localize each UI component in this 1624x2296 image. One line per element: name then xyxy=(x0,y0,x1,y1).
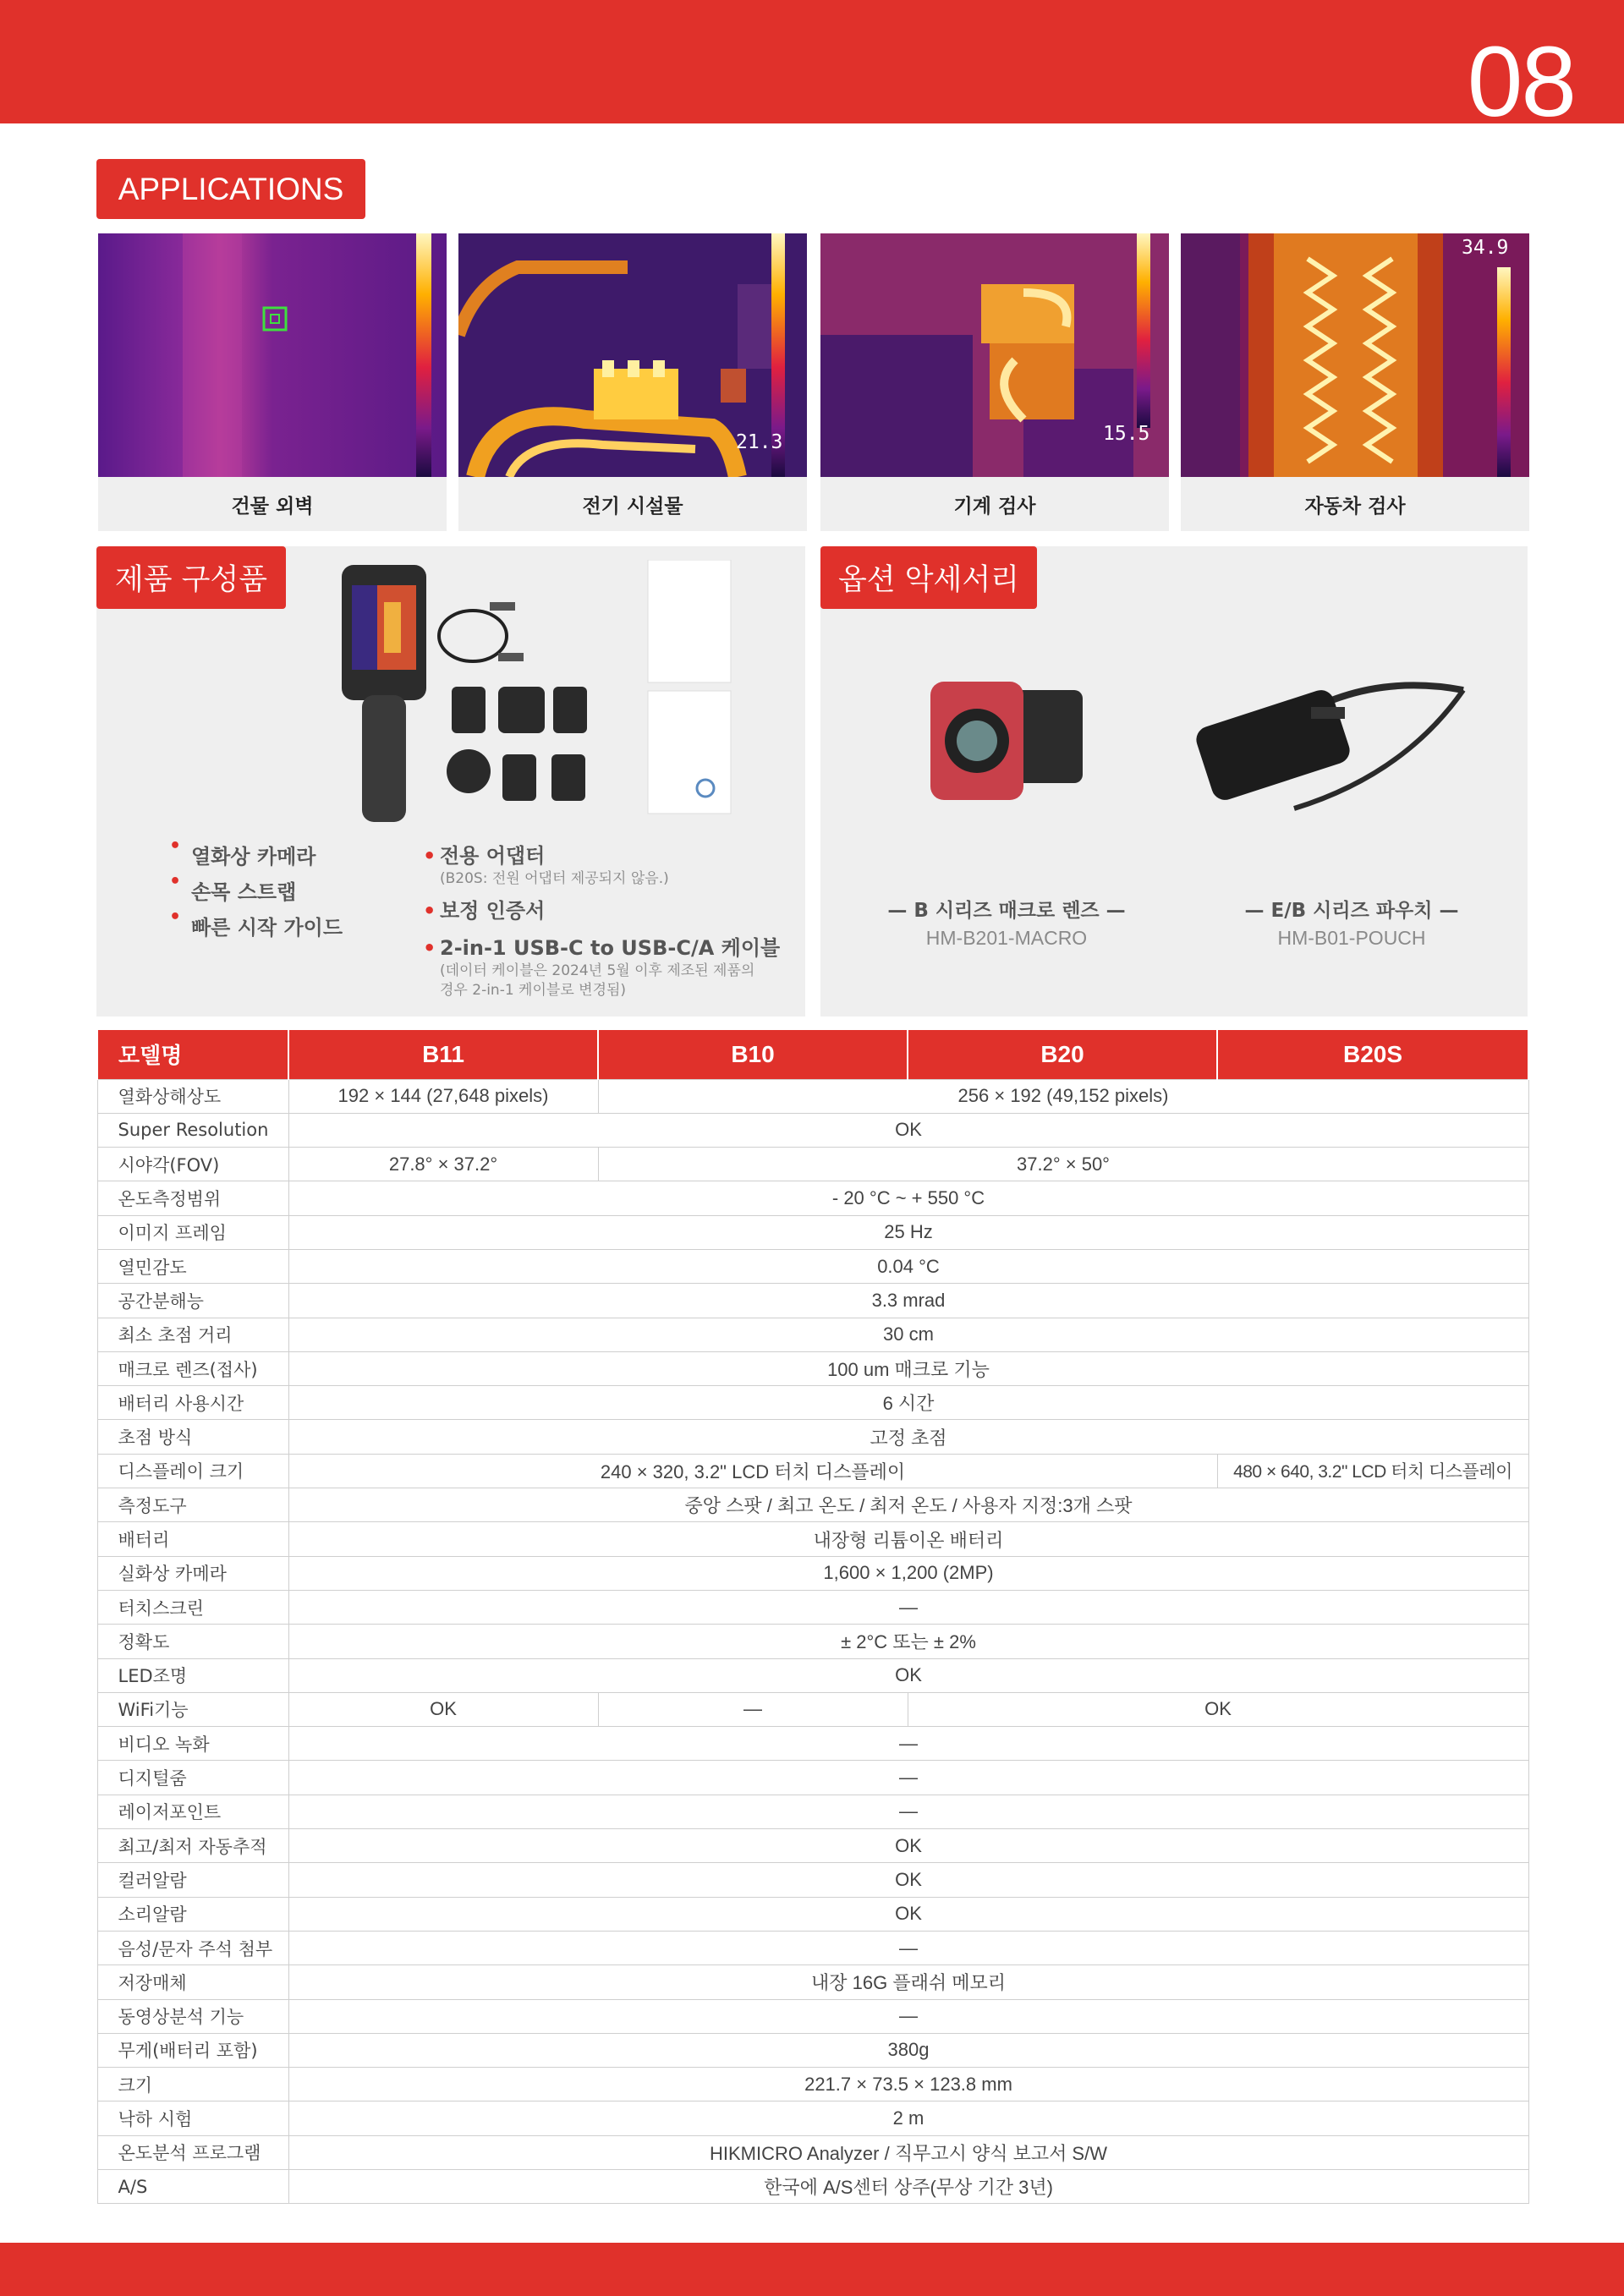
spec-row xyxy=(97,1488,1528,1522)
accessory-name: — B 시리즈 매크로 렌즈 — xyxy=(887,900,1126,922)
spec-value: 25 Hz xyxy=(288,1215,1528,1249)
application-card-automotive xyxy=(1181,233,1529,531)
spec-value: 27.8° × 37.2° xyxy=(288,1148,598,1181)
temperature-reading: 34.9 xyxy=(1462,237,1509,259)
macro-lens-image xyxy=(922,673,1091,808)
temperature-reading: 21.3 xyxy=(736,431,783,453)
spec-row xyxy=(97,1625,1528,1658)
accessories-heading: 옵션 악세서리 xyxy=(820,546,1037,609)
spec-value: 37.2° × 50° xyxy=(598,1148,1528,1181)
spec-value: - 20 °C ~ + 550 °C xyxy=(288,1181,1528,1215)
thermal-image-building xyxy=(98,233,447,477)
spec-value: 221.7 × 73.5 × 123.8 mm xyxy=(288,2068,1528,2101)
spec-row xyxy=(97,1454,1528,1488)
spec-value: — xyxy=(288,1761,1528,1795)
spec-value: — xyxy=(288,1999,1528,2033)
spec-value: — xyxy=(288,1727,1528,1761)
spec-label: 온도측정범위 xyxy=(97,1181,288,1215)
spec-table xyxy=(96,1030,1529,2204)
header-b20: B20 xyxy=(908,1030,1217,1079)
spec-value: — xyxy=(598,1692,908,1726)
spec-value: OK xyxy=(288,1863,1528,1897)
spec-label: 동영상분석 기능 xyxy=(97,1999,288,2033)
spec-value: 3.3 mrad xyxy=(288,1284,1528,1318)
spec-label: 공간분해능 xyxy=(97,1284,288,1318)
spec-row xyxy=(97,2068,1528,2101)
header-model: 모델명 xyxy=(97,1030,288,1079)
spec-value: — xyxy=(288,1590,1528,1624)
spec-value: 256 × 192 (49,152 pixels) xyxy=(598,1079,1528,1113)
spec-value: OK xyxy=(288,1692,598,1726)
spec-row xyxy=(97,1761,1528,1795)
component-item: • 2-in-1 USB-C to USB-C/A 케이블 xyxy=(423,934,795,962)
component-item: • 손목 스트랩 xyxy=(169,874,389,910)
application-card-machinery xyxy=(820,233,1169,531)
spec-row xyxy=(97,2033,1528,2067)
spec-value: OK xyxy=(288,1658,1528,1692)
spec-label: 컬러알람 xyxy=(97,1863,288,1897)
spec-value: OK xyxy=(908,1692,1528,1726)
spec-label: 배터리 xyxy=(97,1522,288,1556)
spec-value: 480 × 640, 3.2" LCD 터치 디스플레이 xyxy=(1217,1454,1528,1488)
application-card-electrical xyxy=(458,233,807,531)
spec-value: 내장형 리튬이온 배터리 xyxy=(288,1522,1528,1556)
spec-row xyxy=(97,1284,1528,1318)
spec-label: 음성/문자 주석 첨부 xyxy=(97,1931,288,1964)
spec-row xyxy=(97,1692,1528,1726)
spec-value: OK xyxy=(288,1897,1528,1931)
spec-row xyxy=(97,1863,1528,1897)
thermal-image-automotive xyxy=(1181,233,1529,477)
spec-row xyxy=(97,2170,1528,2204)
spec-row xyxy=(97,1079,1528,1113)
spec-row xyxy=(97,1829,1528,1863)
spec-row xyxy=(97,1999,1528,2033)
spec-value: 내장 16G 플래쉬 메모리 xyxy=(288,1965,1528,1999)
spec-label: 이미지 프레임 xyxy=(97,1215,288,1249)
spec-value: 2 m xyxy=(288,2101,1528,2135)
spec-row xyxy=(97,1931,1528,1964)
application-caption: 건물 외벽 xyxy=(231,495,314,518)
footer-bar xyxy=(0,2243,1624,2296)
component-note: (데이터 케이블은 2024년 5월 이후 제조된 제품의 xyxy=(440,962,755,979)
spec-row xyxy=(97,1556,1528,1590)
spec-label: 디스플레이 크기 xyxy=(97,1454,288,1488)
spec-value: 한국에 A/S센터 상주(무상 기간 3년) xyxy=(288,2170,1528,2204)
spec-label: A/S xyxy=(97,2170,288,2204)
spec-label: 시야각(FOV) xyxy=(97,1148,288,1181)
thermal-image-electrical xyxy=(458,233,807,477)
spec-value: 1,600 × 1,200 (2MP) xyxy=(288,1556,1528,1590)
accessory-code: HM-B01-POUCH xyxy=(1277,927,1426,949)
spec-label: 디지털줌 xyxy=(97,1761,288,1795)
spec-row xyxy=(97,1795,1528,1828)
spec-label: 최고/최저 자동추적 xyxy=(97,1829,288,1863)
accessory-name: — E/B 시리즈 파우치 — xyxy=(1244,900,1459,922)
spec-label: 터치스크린 xyxy=(97,1590,288,1624)
spec-label: 초점 방식 xyxy=(97,1420,288,1454)
accessory-code: HM-B201-MACRO xyxy=(925,927,1088,949)
component-item: • 빠른 시작 가이드 xyxy=(169,910,389,945)
spec-value: 380g xyxy=(288,2033,1528,2067)
spec-value: 240 × 320, 3.2" LCD 터치 디스플레이 xyxy=(288,1454,1217,1488)
spec-label: 레이저포인트 xyxy=(97,1795,288,1828)
spec-row xyxy=(97,1727,1528,1761)
spec-row xyxy=(97,1113,1528,1147)
accessories-panel xyxy=(820,546,1528,1016)
application-caption: 전기 시설물 xyxy=(582,495,683,518)
spec-label: 온도분석 프로그램 xyxy=(97,2135,288,2169)
spec-label: 정확도 xyxy=(97,1625,288,1658)
spec-label: 크기 xyxy=(97,2068,288,2101)
spec-label: Super Resolution xyxy=(97,1113,288,1147)
header-b10: B10 xyxy=(598,1030,908,1079)
header-b11: B11 xyxy=(288,1030,598,1079)
spec-row xyxy=(97,1658,1528,1692)
application-card-building xyxy=(98,233,447,531)
spec-label: WiFi기능 xyxy=(97,1692,288,1726)
spec-label: 낙하 시험 xyxy=(97,2101,288,2135)
component-note: 경우 2-in-1 케이블로 변경됨) xyxy=(440,982,627,999)
component-item: • 전용 어댑터 xyxy=(423,842,795,869)
spec-row xyxy=(97,1318,1528,1351)
spec-row xyxy=(97,1351,1528,1385)
application-caption: 기계 검사 xyxy=(953,495,1036,518)
spec-value: — xyxy=(288,1795,1528,1828)
spec-label: 소리알람 xyxy=(97,1897,288,1931)
spec-row xyxy=(97,2101,1528,2135)
component-note: (B20S: 전원 어댑터 제공되지 않음.) xyxy=(440,870,669,887)
component-item: • 열화상 카메라 xyxy=(169,839,389,874)
components-list-right xyxy=(423,837,795,1000)
spec-value: 중앙 스팟 / 최고 온도 / 최저 온도 / 사용자 지정:3개 스팟 xyxy=(288,1488,1528,1522)
components-heading: 제품 구성품 xyxy=(96,546,286,609)
thermal-image-machinery xyxy=(820,233,1169,477)
spec-value: 30 cm xyxy=(288,1318,1528,1351)
spec-label: 실화상 카메라 xyxy=(97,1556,288,1590)
spec-value: 0.04 °C xyxy=(288,1249,1528,1283)
spec-label: 열화상해상도 xyxy=(97,1079,288,1113)
spec-value: OK xyxy=(288,1113,1528,1147)
components-illustration xyxy=(333,560,773,830)
spec-label: 최소 초점 거리 xyxy=(97,1318,288,1351)
temperature-reading: 15.5 xyxy=(1103,423,1150,445)
spec-label: 무게(배터리 포함) xyxy=(97,2033,288,2067)
spec-row xyxy=(97,1148,1528,1181)
spec-row xyxy=(97,1522,1528,1556)
component-item: • 보정 인증서 xyxy=(423,897,795,924)
spec-label: 매크로 렌즈(접사) xyxy=(97,1351,288,1385)
pouch-image xyxy=(1193,673,1480,825)
spec-label: 저장매체 xyxy=(97,1965,288,1999)
spec-value: OK xyxy=(288,1829,1528,1863)
application-caption: 자동차 검사 xyxy=(1304,495,1406,518)
components-list-left xyxy=(169,839,389,945)
spec-value: HIKMICRO Analyzer / 직무고시 양식 보고서 S/W xyxy=(288,2135,1528,2169)
spec-row xyxy=(97,1215,1528,1249)
spec-value: 고정 초점 xyxy=(288,1420,1528,1454)
applications-heading: APPLICATIONS xyxy=(96,159,365,219)
spec-row xyxy=(97,1590,1528,1624)
spec-label: 측정도구 xyxy=(97,1488,288,1522)
spec-label: 배터리 사용시간 xyxy=(97,1386,288,1420)
spec-value: 192 × 144 (27,648 pixels) xyxy=(288,1079,598,1113)
spec-row xyxy=(97,1386,1528,1420)
header-b20s: B20S xyxy=(1217,1030,1528,1079)
spec-value: 100 um 매크로 기능 xyxy=(288,1351,1528,1385)
spec-row xyxy=(97,1965,1528,1999)
spec-row xyxy=(97,1897,1528,1931)
spec-row xyxy=(97,1181,1528,1215)
spec-label: 열민감도 xyxy=(97,1249,288,1283)
spec-label: 비디오 녹화 xyxy=(97,1727,288,1761)
spec-row xyxy=(97,2135,1528,2169)
spec-header-row xyxy=(97,1030,1528,1079)
header-bar xyxy=(0,0,1624,138)
spec-value: 6 시간 xyxy=(288,1386,1528,1420)
page-number: 08 xyxy=(1467,26,1575,138)
spec-table-body xyxy=(97,1079,1528,2204)
spec-value: — xyxy=(288,1931,1528,1964)
spec-label: LED조명 xyxy=(97,1658,288,1692)
spec-row xyxy=(97,1420,1528,1454)
spec-row xyxy=(97,1249,1528,1283)
spec-value: ± 2°C 또는 ± 2% xyxy=(288,1625,1528,1658)
